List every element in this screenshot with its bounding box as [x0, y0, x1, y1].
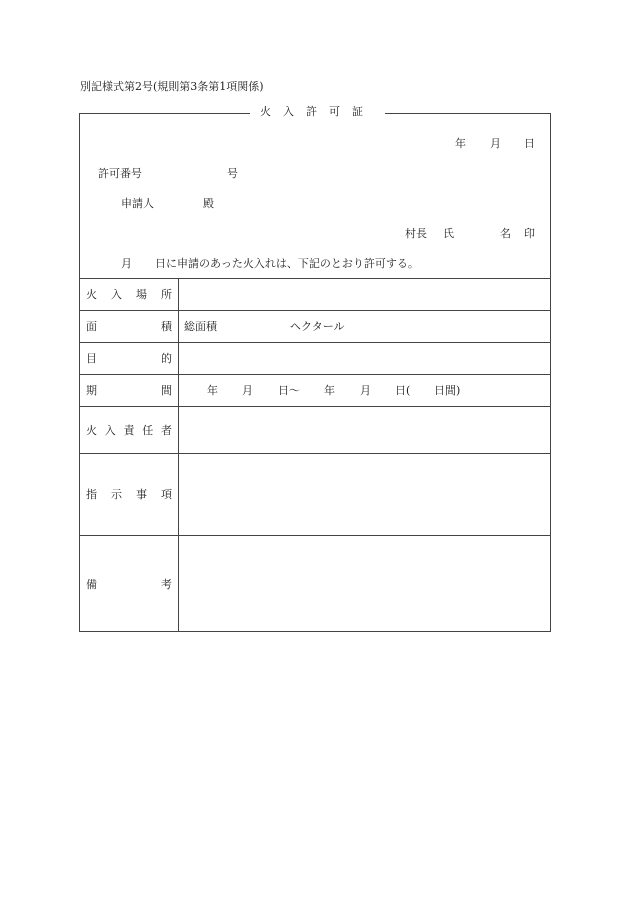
date-day-label: 日: [524, 137, 535, 150]
table-top-rule: [79, 278, 551, 279]
permit-frame: [79, 113, 551, 632]
label-char: 火: [86, 288, 97, 301]
row-rule: [79, 535, 551, 536]
form-caption: 別記様式第2号(規則第3条第1項関係): [80, 80, 264, 93]
period-end-month: 月: [360, 384, 371, 397]
permit-number-label: 許可番号: [98, 167, 142, 180]
label-char: 目: [86, 352, 97, 365]
row-rule: [79, 406, 551, 407]
period-end-day: 日(: [395, 384, 411, 397]
period-start-day: 日〜: [278, 384, 300, 397]
signer-seal: 印: [524, 227, 535, 240]
period-end-year: 年: [324, 384, 335, 397]
area-unit: ヘクタール: [290, 320, 345, 333]
period-days: 日間): [434, 384, 461, 397]
signer-mei: 名: [500, 227, 511, 240]
label-char: 任: [142, 424, 154, 437]
label-char: 事: [136, 488, 147, 501]
date-month-label: 月: [490, 137, 501, 150]
row-label-remarks: [86, 579, 172, 590]
row-label-instructions: [86, 489, 172, 500]
label-char: 所: [161, 288, 172, 301]
row-label-area: [86, 321, 172, 332]
label-char: 示: [111, 488, 122, 501]
label-char: 積: [161, 320, 172, 333]
label-column-rule: [178, 278, 179, 632]
label-char: 者: [161, 424, 172, 437]
signer-title: 村長: [405, 227, 427, 240]
label-char: 間: [161, 384, 172, 397]
period-start-year: 年: [207, 384, 218, 397]
label-char: 火: [86, 424, 97, 437]
label-char: 考: [161, 578, 172, 591]
signer-shi: 氏: [443, 227, 454, 240]
row-label-period: [86, 385, 172, 396]
label-char: 備: [86, 578, 97, 591]
form-title: 火入許可証: [250, 106, 385, 117]
label-char: 面: [86, 320, 97, 333]
row-rule: [79, 453, 551, 454]
label-char: 責: [123, 424, 135, 437]
label-char: 入: [104, 424, 116, 437]
label-char: 指: [86, 488, 97, 501]
area-value-prefix: 総面積: [184, 320, 217, 333]
row-rule: [79, 342, 551, 343]
date-year-label: 年: [455, 137, 466, 150]
statement-month: 月: [121, 257, 132, 270]
row-label-place: [86, 289, 172, 300]
period-start-month: 月: [242, 384, 253, 397]
row-rule: [79, 374, 551, 375]
label-char: 的: [161, 352, 172, 365]
row-label-purpose: [86, 353, 172, 364]
label-char: 入: [111, 288, 122, 301]
applicant-label: 申請人: [121, 197, 154, 210]
label-char: 場: [136, 288, 147, 301]
row-label-responsible: [86, 425, 172, 436]
label-char: 項: [161, 488, 172, 501]
label-char: 期: [86, 384, 97, 397]
applicant-honorific: 殿: [203, 197, 214, 210]
row-rule: [79, 310, 551, 311]
permit-number-suffix: 号: [227, 167, 238, 180]
statement-text: 日に申請のあった火入れは、下記のとおり許可する。: [155, 257, 419, 270]
